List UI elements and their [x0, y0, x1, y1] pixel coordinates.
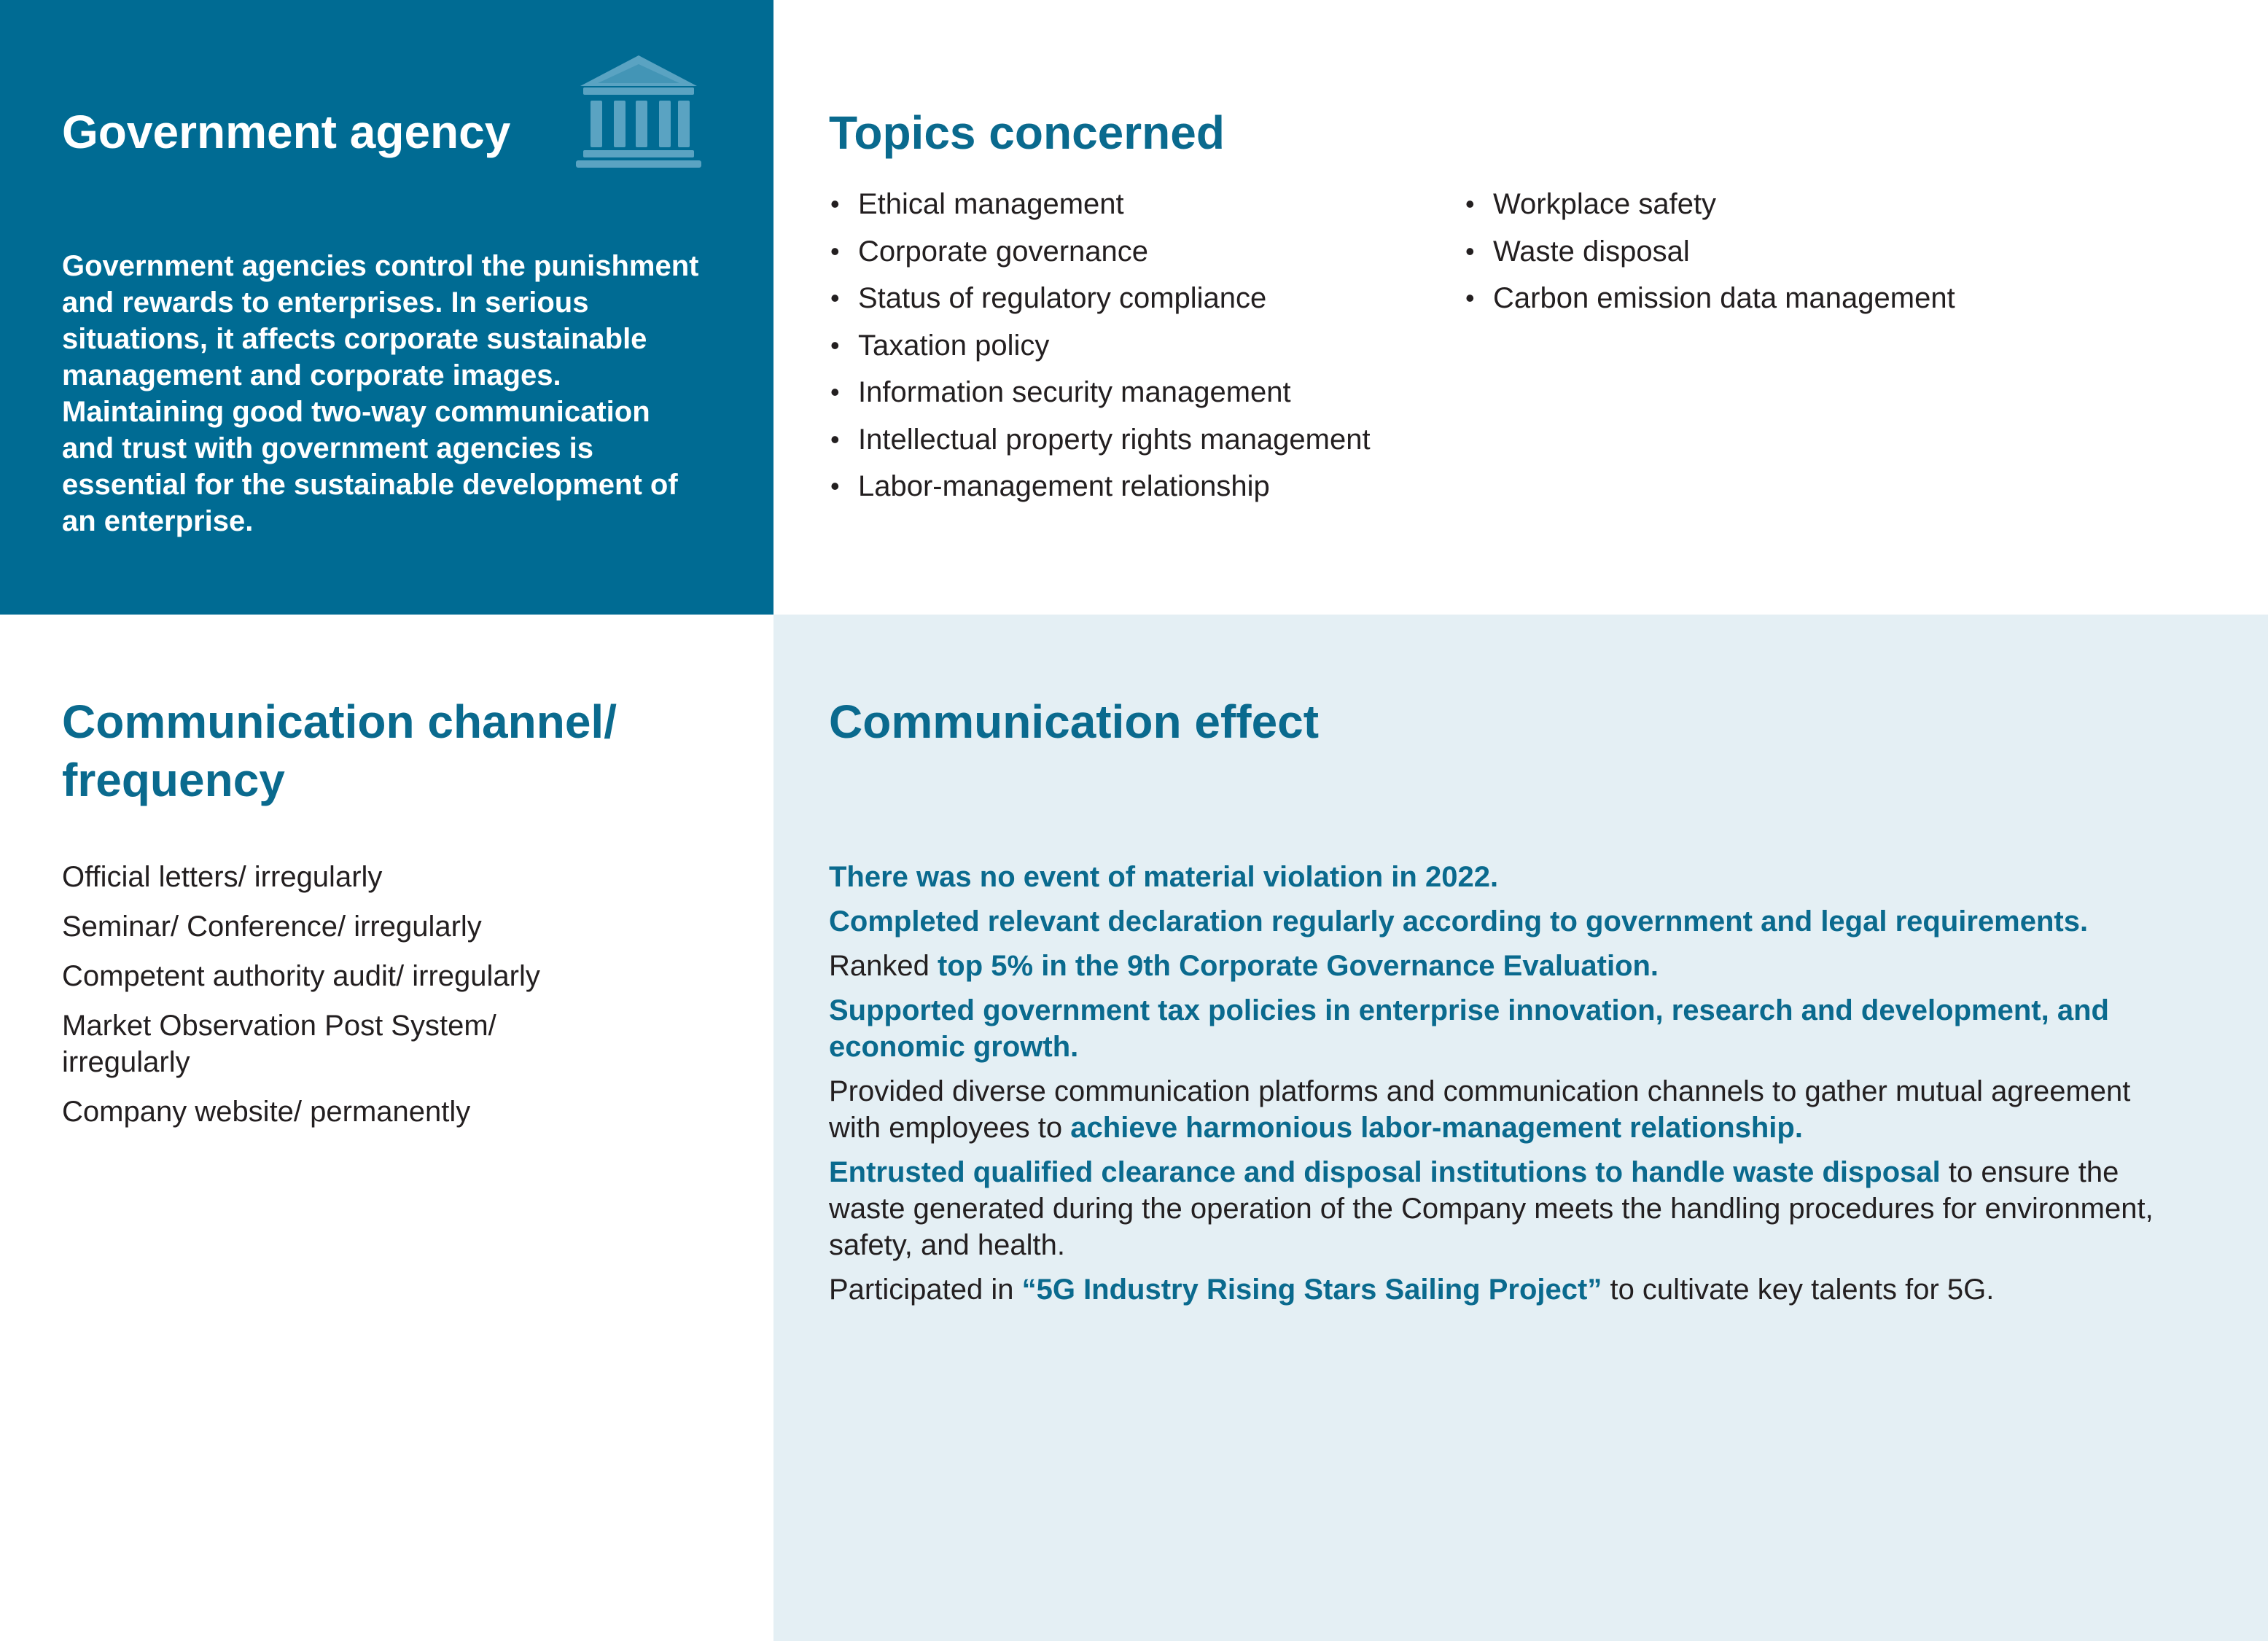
effect-item	[829, 948, 2156, 984]
effect-text-highlight: “5G Industry Rising Stars Sailing Project”	[1021, 1274, 1602, 1306]
effect-item	[829, 1154, 2156, 1263]
effect-text: Ranked	[829, 950, 938, 982]
topic-item: • Waste disposal	[1464, 228, 1955, 276]
effect-text: Participated in	[829, 1274, 1022, 1306]
topic-item: • Carbon emission data management	[1464, 275, 1955, 322]
channel-item: Market Observation Post System/ irregularly	[62, 1010, 496, 1078]
effect-text-highlight: Entrusted qualified clearance and disposal institutions to handle waste disposal	[829, 1156, 1941, 1188]
effect-text-highlight: Completed relevant declaration regularly according to government and legal requirements.	[829, 905, 2089, 938]
channel-list	[62, 859, 616, 1143]
effect-item	[829, 1271, 2156, 1308]
channel-item: Official letters/ irregularly	[62, 861, 383, 893]
government-agency-description: Government agencies control the punishment and rewards to enterprises. In serious situations, it affects corporate sustainable management and corporate images. Maintaining good two-way communication and trust with government agencies is essential for the sustainable development of an enterprise.	[62, 250, 699, 537]
effect-item	[829, 903, 2156, 940]
channel-item: Seminar/ Conference/ irregularly	[62, 911, 482, 943]
government-agency-title: Government agency	[62, 106, 511, 158]
topic-item: • Intellectual property rights management	[829, 416, 1371, 464]
channel-item: Company website/ permanently	[62, 1096, 471, 1128]
topic-item: • Workplace safety	[1464, 181, 1955, 228]
topic-item: • Information security management	[829, 369, 1371, 416]
topic-item: • Status of regulatory compliance	[829, 275, 1371, 322]
topics-title: Topics concerned	[829, 106, 1225, 159]
effect-title: Communication effect	[829, 695, 1320, 748]
government-agency-panel	[0, 0, 773, 615]
topic-item: • Labor-management relationship	[829, 463, 1371, 510]
effect-list	[829, 859, 2156, 1316]
topics-list-left	[829, 181, 1371, 510]
effect-text: Provided diverse communication platforms and communication channels to gather mutual agreement with employees to	[829, 1075, 2131, 1144]
topic-item: • Corporate governance	[829, 228, 1371, 276]
effect-item	[829, 859, 2156, 895]
government-building-icon	[576, 52, 701, 168]
topics-list-right	[1464, 181, 1955, 322]
effect-text: to cultivate key talents for 5G.	[1602, 1274, 1995, 1306]
topic-item: • Taxation policy	[829, 322, 1371, 370]
channel-item: Competent authority audit/ irregularly	[62, 960, 540, 992]
topic-item: • Ethical management	[829, 181, 1371, 228]
effect-text-highlight: There was no event of material violation in 2022.	[829, 861, 1499, 893]
effect-text: to ensure the waste generated during the operation of the Company meets the handling procedures for environment, safety, and health.	[829, 1156, 2154, 1261]
effect-text-highlight: achieve harmonious labor-management relationship.	[1070, 1112, 1803, 1144]
effect-item	[829, 1073, 2156, 1146]
effect-item	[829, 992, 2156, 1065]
effect-text-highlight: Supported government tax policies in enterprise innovation, research and development, and economic growth.	[829, 994, 2109, 1063]
channel-title: Communication channel/ frequency	[62, 695, 617, 806]
effect-text-highlight: top 5% in the 9th Corporate Governance Evaluation.	[937, 950, 1659, 982]
